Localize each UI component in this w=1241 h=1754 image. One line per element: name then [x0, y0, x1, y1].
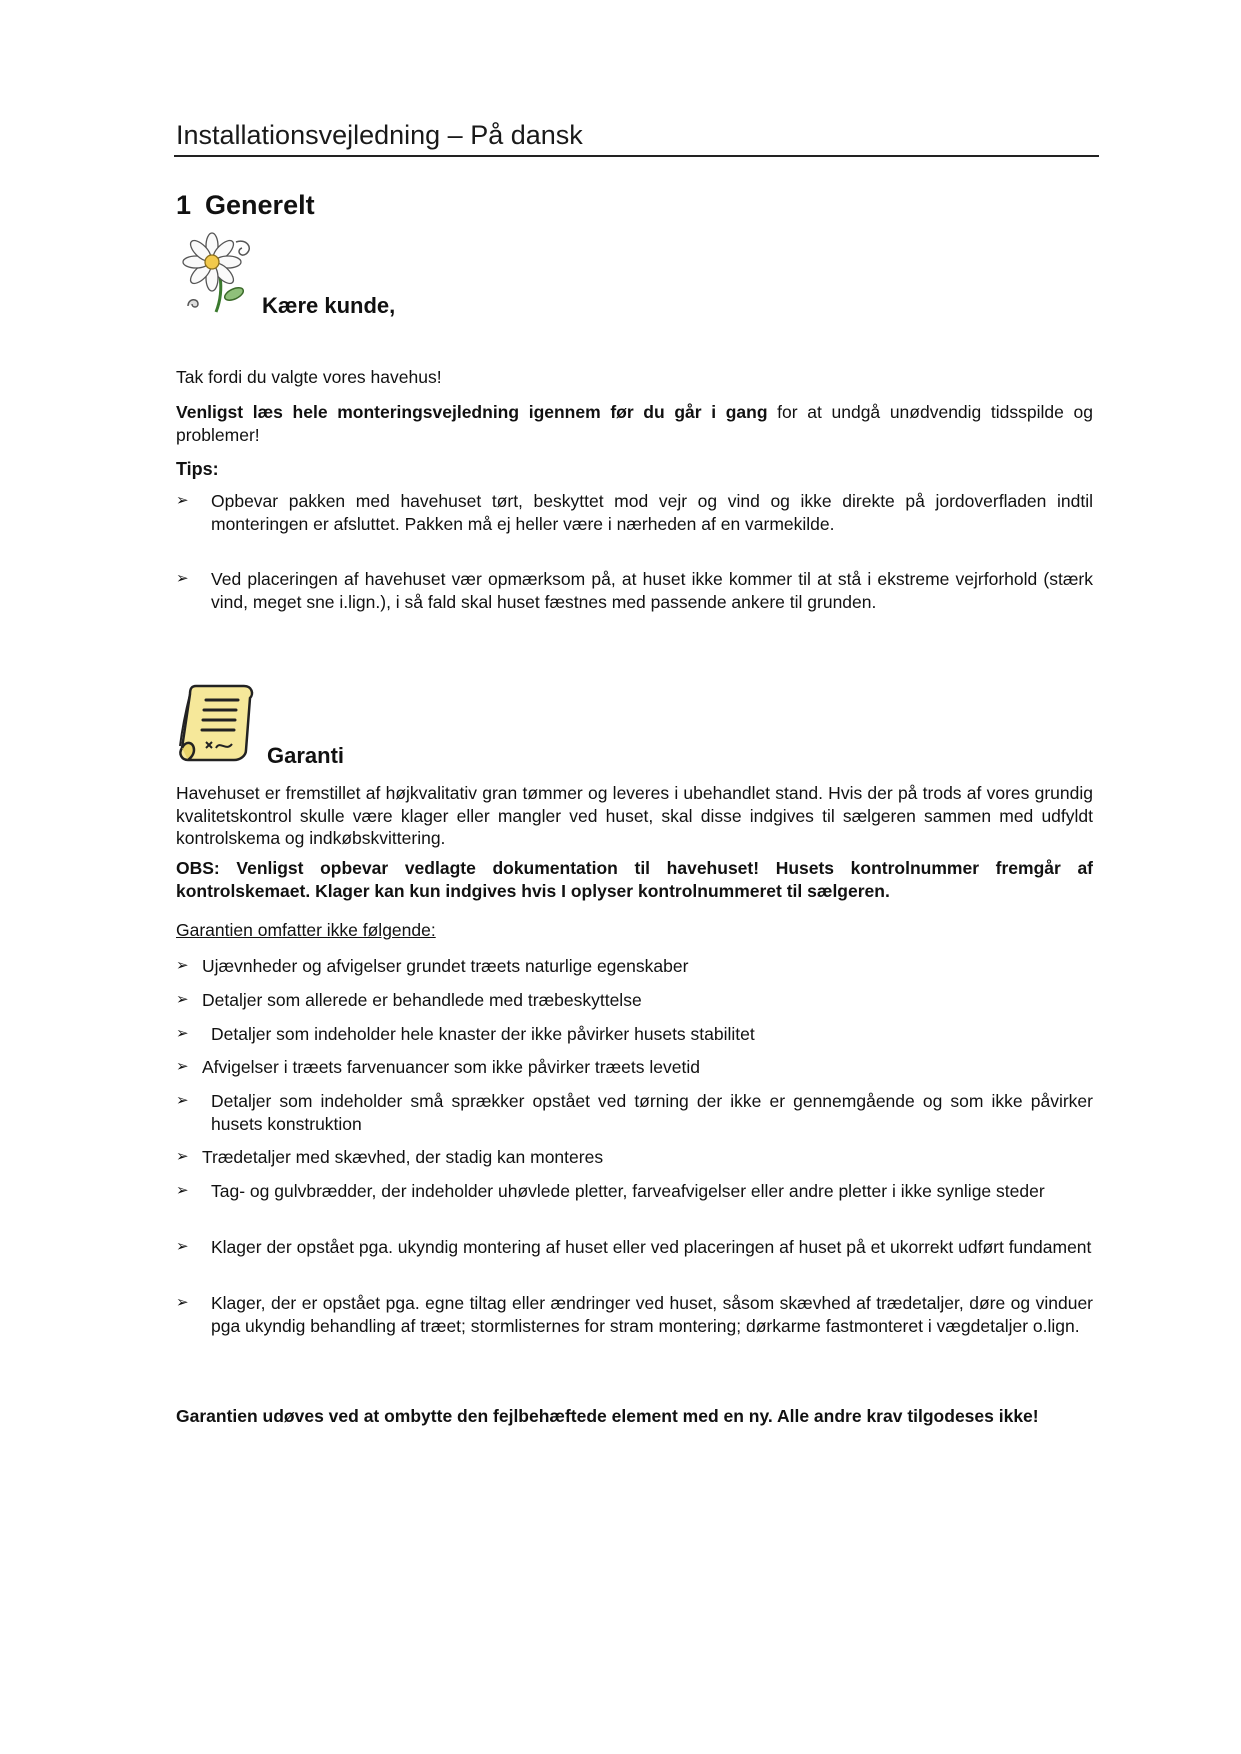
exclusion-item-text: Klager, der er opstået pga. egne tiltag eller ændringer ved huset, såsom skævhed af trædetaljer, døre og vinduer pga ukyndig behandling af træet; stormlisternes for stram montering; dørkarme fastmonteret i vægdetaljer o.lign.: [211, 1293, 1093, 1336]
section-title: Generelt: [205, 190, 315, 220]
garanti-heading: Garanti: [267, 743, 345, 768]
bullet-arrow-icon: ➢: [176, 492, 189, 509]
document-scroll-icon: [176, 680, 258, 762]
exclusion-item-text: Detaljer som allerede er behandlede med træbeskyttelse: [202, 990, 642, 1010]
guarantee-final-statement: Garantien udøves ved at ombytte den fejlbehæftede element med en ny. Alle andre krav tilgodeses ikke!: [176, 1406, 1039, 1426]
bullet-arrow-icon: ➢: [176, 1025, 189, 1042]
exclusion-item-text: Klager der opstået pga. ukyndig montering af huset eller ved placeringen af huset på et ukorrekt udført fundament: [211, 1237, 1092, 1257]
garanti-paragraph: Havehuset er fremstillet af højkvalitativ gran tømmer og leveres i ubehandlet stand. Hvis der på trods af vores grundig kvalitetskontrol skulle være klager eller mangler ved huset, skal disse indgives til sælgeren sammen med udfyldt kontrolskema og indkøbskvittering.: [176, 783, 1093, 848]
header-divider: [174, 155, 1099, 157]
exclusion-item-text: Ujævnheder og afvigelser grundet træets naturlige egenskaber: [202, 956, 689, 976]
read-instructions-text: [176, 401, 1093, 446]
exclusion-item-text: Detaljer som indeholder små sprækker opstået ved tørning der ikke er gennemgående og som ikke påvirker husets konstruktion: [211, 1091, 1093, 1134]
bullet-arrow-icon: ➢: [176, 957, 189, 974]
tips-item-text: Opbevar pakken med havehuset tørt, beskyttet mod vejr og vind og ikke direkte på jordoverfladen indtil monteringen er afsluttet. Pakken må ej heller være i nærheden af en varmekilde.: [211, 491, 1093, 534]
exclusion-item-text: Trædetaljer med skævhed, der stadig kan monteres: [202, 1147, 604, 1167]
read-instructions-bold: Venligst læs hele monteringsvejledning igennem før du går i gang: [176, 402, 768, 422]
read-instructions-rest: for at undgå unødvendig tidsspilde og problemer!: [176, 402, 1093, 445]
bullet-arrow-icon: ➢: [176, 991, 189, 1008]
bullet-arrow-icon: ➢: [176, 1092, 189, 1109]
exclusions-label: Garantien omfatter ikke følgende:: [176, 920, 436, 940]
tips-label: Tips:: [176, 459, 219, 479]
exclusion-item-text: Tag- og gulvbrædder, der indeholder uhøvlede pletter, farveafvigelser eller andre pletter i ikke synlige steder: [211, 1181, 1045, 1201]
daisy-flower-icon: [176, 232, 258, 314]
bullet-arrow-icon: ➢: [176, 1294, 189, 1311]
greeting-heading: Kære kunde,: [262, 293, 396, 318]
document-header-title: Installationsvejledning – På dansk: [176, 120, 583, 150]
bullet-arrow-icon: ➢: [176, 1238, 189, 1255]
obs-notice: OBS: Venligst opbevar vedlagte dokumentation til havehuset! Husets kontrolnummer fremgår af kontrolskemaet. Klager kan kun indgives hvis I oplyser kontrolnummeret til sælgeren.: [176, 858, 1093, 901]
tips-item-text: Ved placeringen af havehuset vær opmærksom på, at huset ikke kommer til at stå i ekstreme vejrforhold (stærk vind, meget sne i.lign.), i så fald skal huset fæstnes med passende ankere til grunden.: [211, 569, 1093, 612]
section-number: 1: [176, 190, 192, 220]
bullet-arrow-icon: ➢: [176, 1058, 189, 1075]
thanks-text: Tak fordi du valgte vores havehus!: [176, 367, 442, 387]
bullet-arrow-icon: ➢: [176, 570, 189, 587]
section-heading: [176, 190, 315, 221]
exclusion-item-text: Afvigelser i træets farvenuancer som ikke påvirker træets levetid: [202, 1057, 700, 1077]
bullet-arrow-icon: ➢: [176, 1182, 189, 1199]
bullet-arrow-icon: ➢: [176, 1148, 189, 1165]
exclusion-item-text: Detaljer som indeholder hele knaster der ikke påvirker husets stabilitet: [211, 1024, 755, 1044]
